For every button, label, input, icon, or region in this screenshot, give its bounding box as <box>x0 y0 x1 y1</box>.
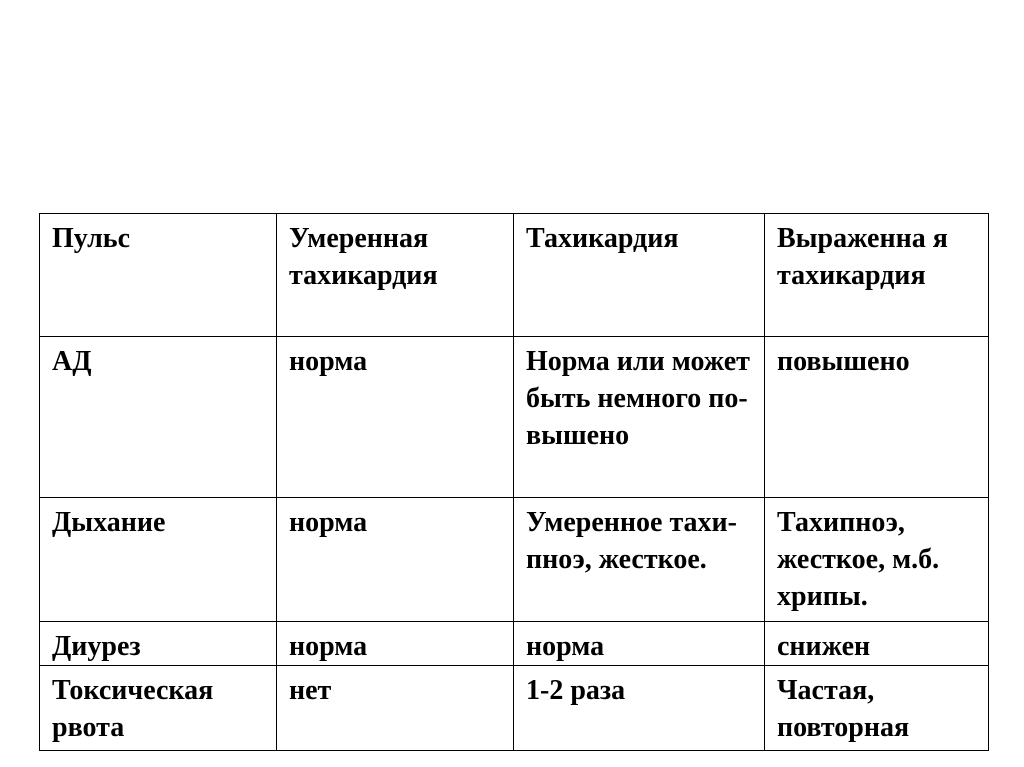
table-cell <box>765 337 989 498</box>
cell-text: Дыхание <box>52 507 166 538</box>
table-cell <box>765 214 989 337</box>
cell-text: Норма или может быть немного по-вышено <box>526 346 750 451</box>
cell-text: 1-2 раза <box>526 675 626 706</box>
cell-text: снижен <box>777 631 871 662</box>
cell-text: повышено <box>777 346 910 377</box>
cell-text: Частая, повторная <box>777 675 910 743</box>
table-row <box>40 622 989 666</box>
cell-text: Тахикардия <box>526 223 679 254</box>
row-header-cell <box>40 337 277 498</box>
table-cell <box>277 337 514 498</box>
cell-text: Умеренное тахи-пноэ, жесткое. <box>526 507 737 575</box>
cell-text: Токсическая рвота <box>52 675 214 743</box>
row-header-cell <box>40 214 277 337</box>
cell-text: норма <box>289 507 368 538</box>
table-row <box>40 666 989 751</box>
table-cell <box>277 622 514 666</box>
cell-text: Тахипноэ, жесткое, м.б. хрипы. <box>777 507 940 612</box>
cell-text: норма <box>526 631 605 662</box>
table-cell <box>514 498 765 622</box>
cell-text: Диурез <box>52 631 141 662</box>
cell-text: Пульс <box>52 223 131 254</box>
row-header-cell <box>40 666 277 751</box>
table-row <box>40 337 989 498</box>
row-header-cell <box>40 498 277 622</box>
table-cell <box>277 498 514 622</box>
cell-text: АД <box>52 346 92 377</box>
table-cell <box>514 337 765 498</box>
table-cell <box>514 666 765 751</box>
cell-text: норма <box>289 346 368 377</box>
table-cell <box>277 214 514 337</box>
cell-text: Умеренная тахикардия <box>289 223 438 291</box>
table-cell <box>765 498 989 622</box>
table-cell <box>514 214 765 337</box>
table-row <box>40 498 989 622</box>
row-header-cell <box>40 622 277 666</box>
table-cell <box>765 622 989 666</box>
cell-text: норма <box>289 631 368 662</box>
cell-text: Выраженна я тахикардия <box>777 223 948 291</box>
symptom-table <box>39 213 989 751</box>
table-cell <box>277 666 514 751</box>
table-cell <box>765 666 989 751</box>
table-row <box>40 214 989 337</box>
table-cell <box>514 622 765 666</box>
cell-text: нет <box>289 675 332 706</box>
